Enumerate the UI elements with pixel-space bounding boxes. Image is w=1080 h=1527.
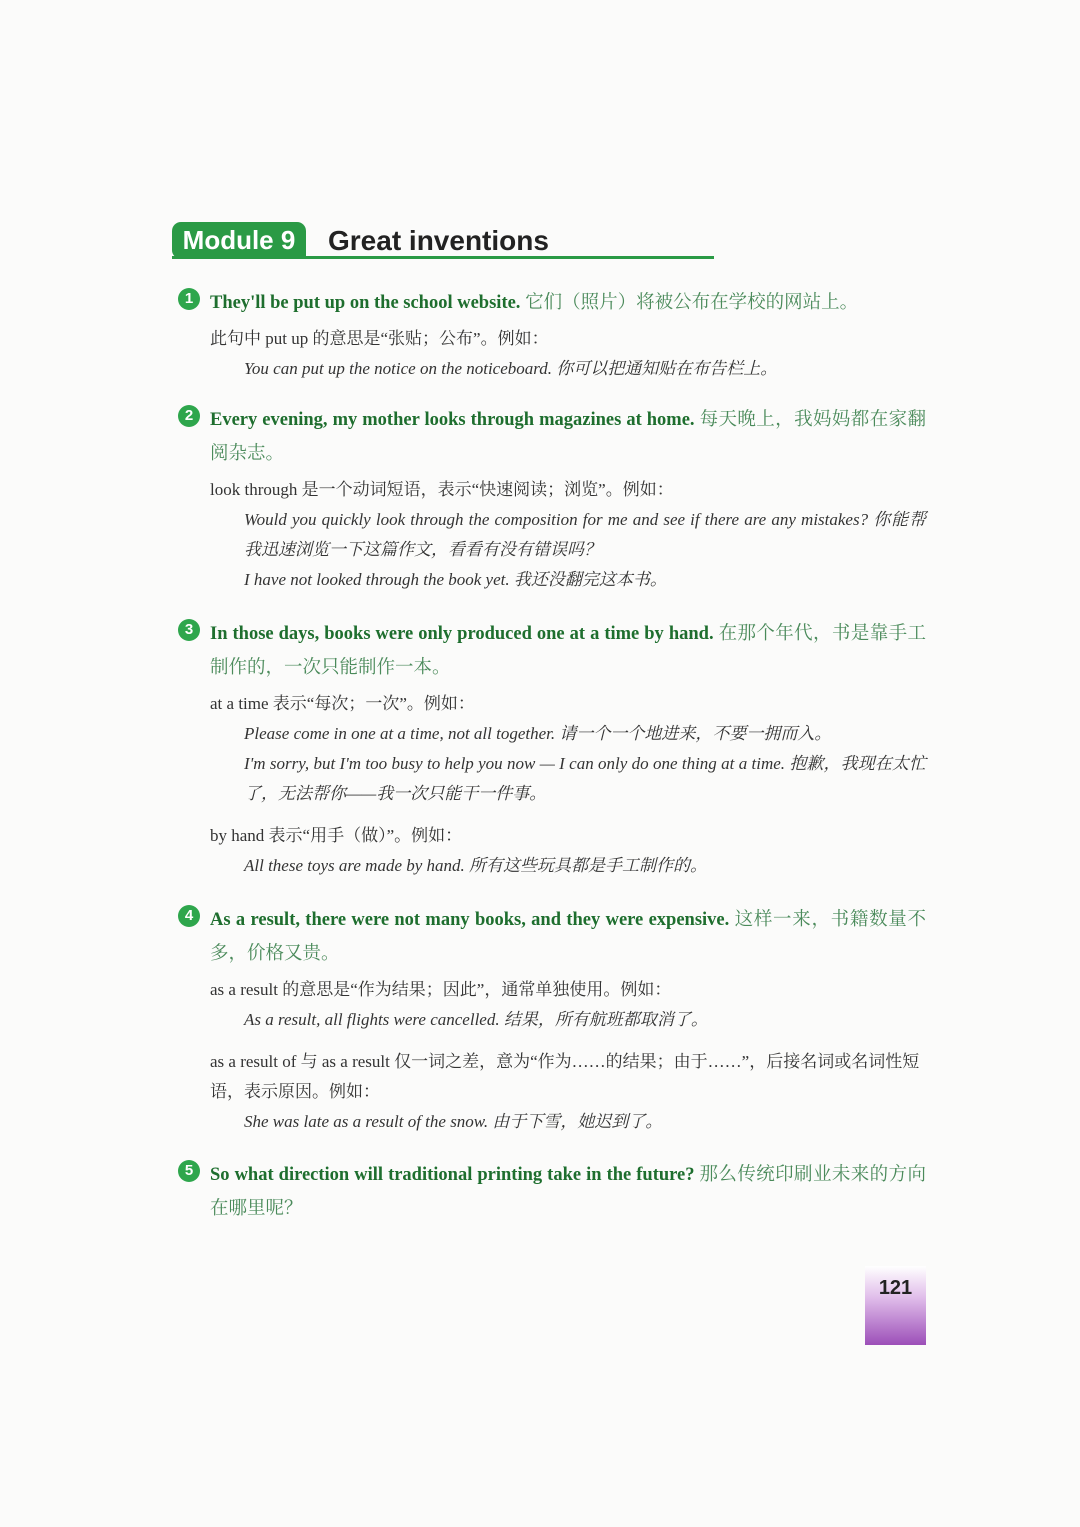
explanation: as a result 的意思是“作为结果；因此”，通常单独使用。例如： (210, 980, 672, 999)
module-header (172, 222, 714, 262)
key-sentence: In those days, books were only produced one at a time by hand. 在那个年代，书是靠手工制作的，一次只能制作一本。 (210, 624, 926, 678)
note-item-1 (178, 286, 926, 384)
example-sentence: Please come in one at a time, not all together. 请一个一个地进来，不要一拥而入。 (244, 724, 832, 743)
explanation: 此句中 put up 的意思是“张贴；公布”。例如： (210, 329, 549, 348)
item-number-badge: 1 (178, 288, 200, 310)
example-sentence: I have not looked through the book yet. 我还没翻完这本书。 (244, 570, 667, 589)
note-item-3 (178, 617, 926, 881)
note-item-5 (178, 1158, 926, 1226)
example-sentence: You can put up the notice on the noticeboard. 你可以把通知贴在布告栏上。 (244, 359, 778, 378)
note-item-4 (178, 903, 926, 1137)
example-sentence: All these toys are made by hand. 所有这些玩具都是手工制作的。 (244, 856, 708, 875)
explanation: by hand 表示“用手（做）”。例如： (210, 826, 463, 845)
key-sentence: They'll be put up on the school website. 它们（照片）将被公布在学校的网站上。 (210, 293, 859, 313)
key-sentence: Every evening, my mother looks through magazines at home. 每天晚上，我妈妈都在家翻阅杂志。 (210, 410, 926, 464)
item-number-badge: 2 (178, 405, 200, 427)
item-number-badge: 4 (178, 905, 200, 927)
key-sentence: So what direction will traditional printing take in the future? 那么传统印刷业未来的方向在哪里呢？ (210, 1165, 926, 1219)
module-label: Module 9 (172, 222, 306, 259)
key-sentence: As a result, there were not many books, and they were expensive. 这样一来，书籍数量不多，价格又贵。 (210, 910, 926, 964)
example-sentence: As a result, all flights were cancelled. 结果，所有航班都取消了。 (244, 1010, 708, 1029)
explanation: at a time 表示“每次；一次”。例如： (210, 694, 475, 713)
page-number: 121 (865, 1266, 926, 1345)
example-sentence: She was late as a result of the snow. 由于下雪，她迟到了。 (244, 1112, 663, 1131)
item-number-badge: 5 (178, 1160, 200, 1182)
header-rule (172, 256, 714, 259)
module-title: Great inventions (328, 225, 549, 256)
explanation: as a result of 与 as a result 仅一词之差，意为“作为……的结果；由于……”，后接名词或名词性短语，表示原因。例如： (210, 1052, 920, 1101)
example-sentence: I'm sorry, but I'm too busy to help you now — I can only do one thing at a time. 抱歉，我现在太忙了，无法帮你——我一次只能干一件事。 (244, 754, 926, 803)
item-number-badge: 3 (178, 619, 200, 641)
note-item-2 (178, 403, 926, 595)
example-sentence: Would you quickly look through the composition for me and see if there are any mistakes? 你能帮我迅速浏览一下这篇作文，看看有没有错误吗？ (244, 510, 926, 559)
explanation: look through 是一个动词短语，表示“快速阅读；浏览”。例如： (210, 480, 674, 499)
